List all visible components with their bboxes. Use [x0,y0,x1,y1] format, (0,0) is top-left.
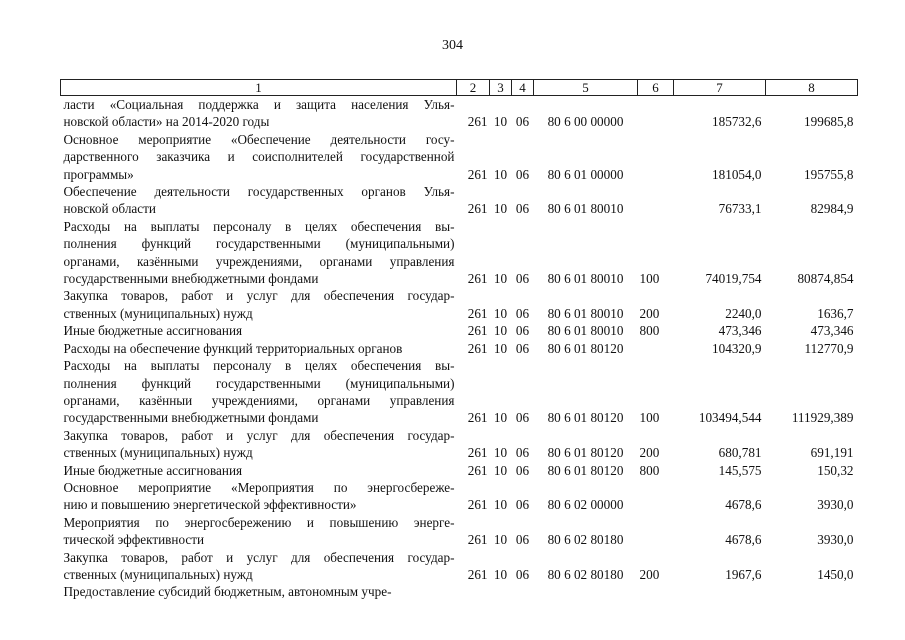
column-header-name: 1 [61,80,457,96]
description-line: новской области» на 2014-2020 годы [63,114,270,130]
target-article-code: 80 6 02 80180 [547,532,624,548]
description-line: полнения функций государственными (муниципальными) [63,375,455,391]
amount-year2: 473,346 [810,323,854,339]
section-code: 10 [493,497,508,513]
description-line: новской области [63,201,156,217]
expense-type-code [638,583,674,600]
amount-year1: 76733,1 [718,201,762,217]
target-article-code: 80 6 01 80120 [547,340,624,356]
description-line: ственных (муниципальных) нужд [63,445,253,461]
amount-year2: 150,32 [817,462,854,478]
description-line: органами, казённыи учреждениями, органами управления [63,392,455,408]
row-description [61,322,457,339]
target-article-code: 80 6 01 80120 [547,445,624,461]
table-row [61,514,858,549]
section-code: 10 [493,410,508,426]
admin-code: 261 [467,462,488,478]
amount-year1: 473,346 [718,323,762,339]
amount-year1: 2240,0 [725,305,762,321]
row-description [61,514,457,549]
column-header-sum-year1: 7 [674,80,766,96]
admin-code: 261 [467,566,488,582]
admin-code: 261 [467,497,488,513]
subsection-code: 06 [515,323,530,339]
expense-type-code [638,340,674,357]
amount-year1: 4678,6 [725,532,762,548]
description-line: Расходы на обеспечение функций территориальных органов [63,340,403,356]
section-code: 10 [493,305,508,321]
description-line: Мероприятия по энергосбережению и повышению энерге- [63,514,455,530]
column-header-subsection: 4 [512,80,534,96]
admin-code: 261 [467,340,488,356]
amount-year1: 185732,6 [712,114,762,130]
target-article-code: 80 6 01 80010 [547,323,624,339]
table-row [61,462,858,479]
table-row [61,427,858,462]
expense-type-code: 100 [639,410,660,426]
column-header-admin: 2 [457,80,490,96]
expense-type-code: 200 [639,445,660,461]
amount-year1 [674,583,766,600]
row-description [61,183,457,218]
admin-code: 261 [467,445,488,461]
description-line: Обеспечение деятельности государственных органов Улья- [63,184,455,200]
amount-year2: 1636,7 [817,305,854,321]
description-line: Иные бюджетные ассигнования [63,323,243,339]
subsection-code: 06 [515,114,530,130]
description-line: нию и повышению энергетической эффективности» [63,497,357,513]
amount-year1: 103494,544 [698,410,762,426]
table-row [61,183,858,218]
admin-code: 261 [467,410,488,426]
row-description [61,340,457,357]
subsection-code: 06 [515,166,530,182]
description-line: Предоставление субсидий бюджетным, автономным учре- [63,584,392,600]
description-line: органами, казёнными учреждениями, органами управления [63,253,455,269]
table-row [61,479,858,514]
subsection-code: 06 [515,305,530,321]
target-article-code: 80 6 01 00000 [547,166,624,182]
row-description [61,287,457,322]
description-line: Закупка товаров, работ и услуг для обеспечения государ- [63,549,455,565]
description-line: государственными внебюджетными фондами [63,271,319,287]
expense-type-code: 800 [639,462,660,478]
column-header-expense-type: 6 [638,80,674,96]
amount-year2: 1450,0 [817,566,854,582]
amount-year1: 181054,0 [712,166,762,182]
amount-year2: 82984,9 [810,201,854,217]
description-line: Основное мероприятие «Обеспечение деятельности госу- [63,131,455,147]
table-row [61,340,858,357]
section-code: 10 [493,566,508,582]
column-header-sum-year2: 8 [766,80,858,96]
description-line: дарственного заказчика и соисполнителей государственной [63,149,455,165]
amount-year1: 1967,6 [725,566,762,582]
row-description [61,462,457,479]
section-code [490,583,512,600]
row-description [61,549,457,584]
target-article-code: 80 6 01 80120 [547,410,624,426]
target-article-code: 80 6 02 00000 [547,497,624,513]
section-code: 10 [493,323,508,339]
section-code: 10 [493,271,508,287]
table-header-row [61,80,858,96]
admin-code: 261 [467,305,488,321]
amount-year2: 111929,389 [791,410,854,426]
expense-type-code [638,479,674,514]
section-code: 10 [493,462,508,478]
target-article-code: 80 6 01 80010 [547,201,624,217]
budget-table [60,79,858,601]
amount-year2 [766,583,858,600]
row-description [61,479,457,514]
section-code: 10 [493,445,508,461]
column-header-target-article: 5 [534,80,638,96]
admin-code [457,583,490,600]
row-description [61,131,457,183]
amount-year1: 680,781 [718,445,762,461]
target-article-code: 80 6 01 80010 [547,305,624,321]
subsection-code: 06 [515,462,530,478]
subsection-code: 06 [515,566,530,582]
subsection-code: 06 [515,340,530,356]
description-line: тической эффективности [63,532,205,548]
target-article-code: 80 6 01 80010 [547,271,624,287]
admin-code: 261 [467,532,488,548]
row-description [61,218,457,288]
amount-year1: 104320,9 [712,340,762,356]
expense-type-code: 800 [639,323,660,339]
section-code: 10 [493,201,508,217]
section-code: 10 [493,532,508,548]
column-header-section: 3 [490,80,512,96]
description-line: программы» [63,166,134,182]
table-row [61,96,858,131]
expense-type-code [638,183,674,218]
table-row [61,549,858,584]
amount-year2: 199685,8 [804,114,854,130]
description-line: государственными внебюджетными фондами [63,410,319,426]
amount-year1: 74019,754 [705,271,762,287]
section-code: 10 [493,114,508,130]
target-article-code: 80 6 02 80180 [547,566,624,582]
row-description [61,583,457,600]
admin-code: 261 [467,323,488,339]
description-line: ласти «Социальная поддержка и защита населения Улья- [63,97,455,112]
table-row [61,218,858,288]
expense-type-code: 100 [639,271,660,287]
page-number: 304 [442,38,463,53]
description-line: Иные бюджетные ассигнования [63,462,243,478]
table-row [61,357,858,427]
amount-year2: 80874,854 [797,271,854,287]
amount-year1: 145,575 [718,462,762,478]
description-line: Расходы на выплаты персоналу в целях обеспечения вы- [63,358,455,374]
expense-type-code: 200 [639,566,660,582]
subsection-code: 06 [515,532,530,548]
expense-type-code: 200 [639,305,660,321]
expense-type-code [638,514,674,549]
row-description [61,357,457,427]
subsection-code [512,583,534,600]
section-code: 10 [493,340,508,356]
subsection-code: 06 [515,497,530,513]
row-description [61,427,457,462]
subsection-code: 06 [515,271,530,287]
subsection-code: 06 [515,445,530,461]
table-row [61,287,858,322]
target-article-code: 80 6 00 00000 [547,114,624,130]
table-row [61,131,858,183]
table-body [61,96,858,601]
admin-code: 261 [467,166,488,182]
subsection-code: 06 [515,201,530,217]
target-article-code [534,583,638,600]
amount-year1: 4678,6 [725,497,762,513]
description-line: полнения функций государственными (муниципальными) [63,236,455,252]
amount-year2: 3930,0 [817,532,854,548]
subsection-code: 06 [515,410,530,426]
section-code: 10 [493,166,508,182]
admin-code: 261 [467,271,488,287]
row-description [61,96,457,131]
description-line: ственных (муниципальных) нужд [63,305,253,321]
description-line: Основное мероприятие «Мероприятия по энергосбереже- [63,479,455,495]
description-line: ственных (муниципальных) нужд [63,566,253,582]
amount-year2: 3930,0 [817,497,854,513]
amount-year2: 112770,9 [804,340,854,356]
admin-code: 261 [467,114,488,130]
admin-code: 261 [467,201,488,217]
description-line: Расходы на выплаты персоналу в целях обеспечения вы- [63,218,455,234]
target-article-code: 80 6 01 80120 [547,462,624,478]
table-row [61,583,858,600]
expense-type-code [638,131,674,183]
amount-year2: 691,191 [810,445,854,461]
description-line: Закупка товаров, работ и услуг для обеспечения государ- [63,427,455,443]
expense-type-code [638,96,674,131]
amount-year2: 195755,8 [804,166,854,182]
table-row [61,322,858,339]
description-line: Закупка товаров, работ и услуг для обеспечения государ- [63,288,455,304]
